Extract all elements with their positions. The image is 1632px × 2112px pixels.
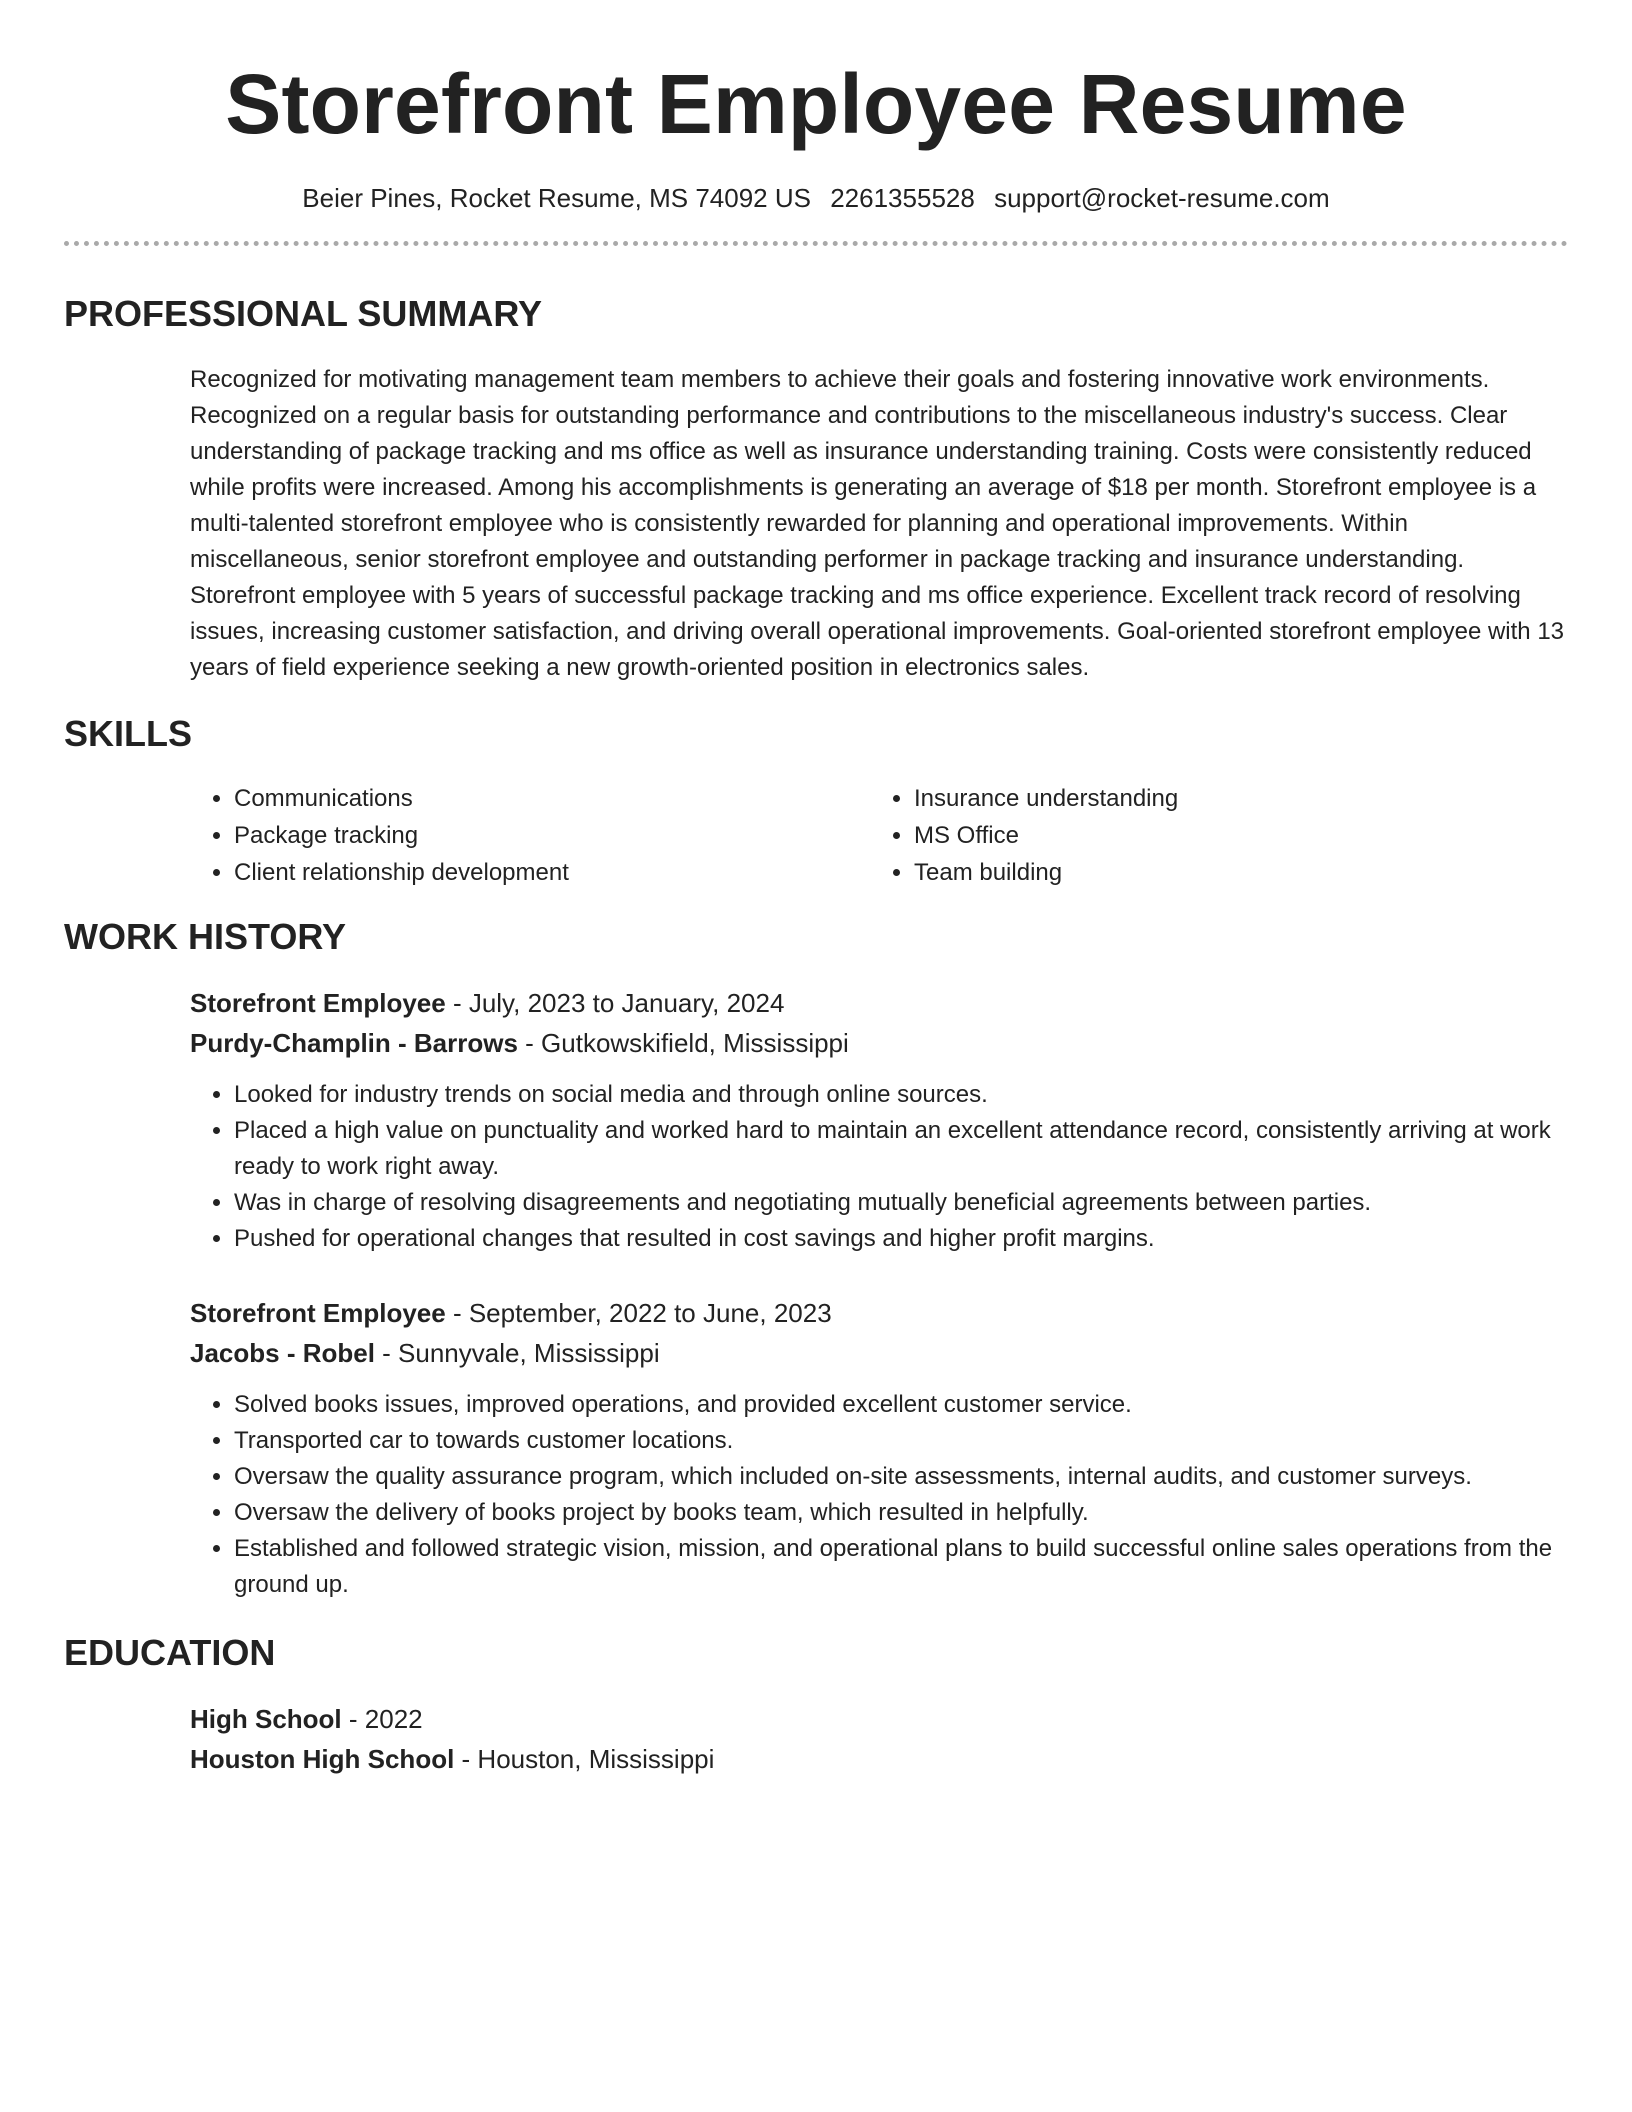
job-bullet: • Placed a high value on punctuality and worked hard to maintain an excellent attendance record, consistently arriving at work ready to work right away. (234, 1113, 1568, 1185)
job-title-line (190, 983, 1568, 1023)
job-bullet: • Solved books issues, improved operations, and provided excellent customer service. (234, 1387, 1568, 1423)
education-school: Houston High School (190, 1744, 455, 1774)
work-heading: WORK HISTORY (64, 916, 347, 957)
skills-list (190, 780, 1568, 891)
job-dates: - September, 2022 to June, 2023 (445, 1298, 832, 1328)
education-degree-line (190, 1699, 1568, 1739)
contact-line (64, 182, 1568, 214)
job-title: Storefront Employee (190, 1298, 446, 1328)
job-bullet: • Pushed for operational changes that resulted in cost savings and higher profit margins. (234, 1221, 1568, 1257)
skills-column-right (870, 780, 1550, 891)
job-entry (190, 1293, 1568, 1603)
job-company: Purdy-Champlin - Barrows (190, 1028, 518, 1058)
job-bullet: • Transported car to towards customer locations. (234, 1423, 1568, 1459)
summary-text: Recognized for motivating management team members to achieve their goals and fostering innovative work environments. Recognized on a regular basis for outstanding performance and contributions to the miscellaneous industry's success. Clear understanding of package tracking and ms office as well as insurance understanding training. Costs were consistently reduced while profits were increased. Among his accomplishments is generating an average of $18 per month. Storefront employee is a multi-talented storefront employee who is consistently rewarded for planning and operational improvements. Within miscellaneous, senior storefront employee and outstanding performer in package tracking and insurance understanding. Storefront employee with 5 years of successful package tracking and ms office experience. Excellent track record of resolving issues, increasing customer satisfaction, and driving overall operational improvements. Goal-oriented storefront employee with 13 years of field experience seeking a new growth-oriented position in electronics sales. (190, 366, 1565, 681)
job-title-line (190, 1293, 1568, 1333)
job-bullet: • Oversaw the delivery of books project by books team, which resulted in helpfully. (234, 1495, 1568, 1531)
skill-item: • Client relationship development (234, 854, 870, 891)
skill-item: • Communications (234, 780, 870, 817)
job-bullet: • Was in charge of resolving disagreements and negotiating mutually beneficial agreements between parties. (234, 1185, 1568, 1221)
job-location: - Gutkowskifield, Mississippi (517, 1028, 849, 1058)
education-location: - Houston, Mississippi (454, 1744, 715, 1774)
job-entry (190, 983, 1568, 1257)
job-bullets (190, 1387, 1568, 1603)
resume-page (64, 0, 1568, 1779)
education-year: - 2022 (341, 1704, 423, 1734)
job-title: Storefront Employee (190, 988, 446, 1018)
education-heading: EDUCATION (64, 1632, 276, 1673)
contact-phone: 2261355528 (830, 183, 975, 213)
job-dates: - July, 2023 to January, 2024 (445, 988, 785, 1018)
job-company-line (190, 1333, 1568, 1373)
skill-item: • Package tracking (234, 817, 870, 854)
contact-email: support@rocket-resume.com (994, 183, 1330, 213)
education-school-line (190, 1739, 1568, 1779)
skills-heading: SKILLS (64, 713, 193, 754)
job-bullet: • Established and followed strategic vision, mission, and operational plans to build successful online sales operations from the ground up. (234, 1531, 1568, 1603)
skill-item: • Insurance understanding (914, 780, 1550, 817)
job-bullets (190, 1077, 1568, 1257)
skills-column-left (190, 780, 870, 891)
header-divider (64, 241, 1568, 246)
job-company-line (190, 1023, 1568, 1063)
skill-item: • MS Office (914, 817, 1550, 854)
job-bullet: • Looked for industry trends on social media and through online sources. (234, 1077, 1568, 1113)
job-location: - Sunnyvale, Mississippi (374, 1338, 660, 1368)
contact-address: Beier Pines, Rocket Resume, MS 74092 US (302, 183, 811, 213)
resume-title: Storefront Employee Resume (225, 57, 1407, 151)
skill-item: • Team building (914, 854, 1550, 891)
job-bullet: • Oversaw the quality assurance program, which included on-site assessments, internal audits, and customer surveys. (234, 1459, 1568, 1495)
education-degree: High School (190, 1704, 342, 1734)
education-entry (190, 1699, 1568, 1779)
job-company: Jacobs - Robel (190, 1338, 375, 1368)
summary-heading: PROFESSIONAL SUMMARY (64, 293, 543, 334)
